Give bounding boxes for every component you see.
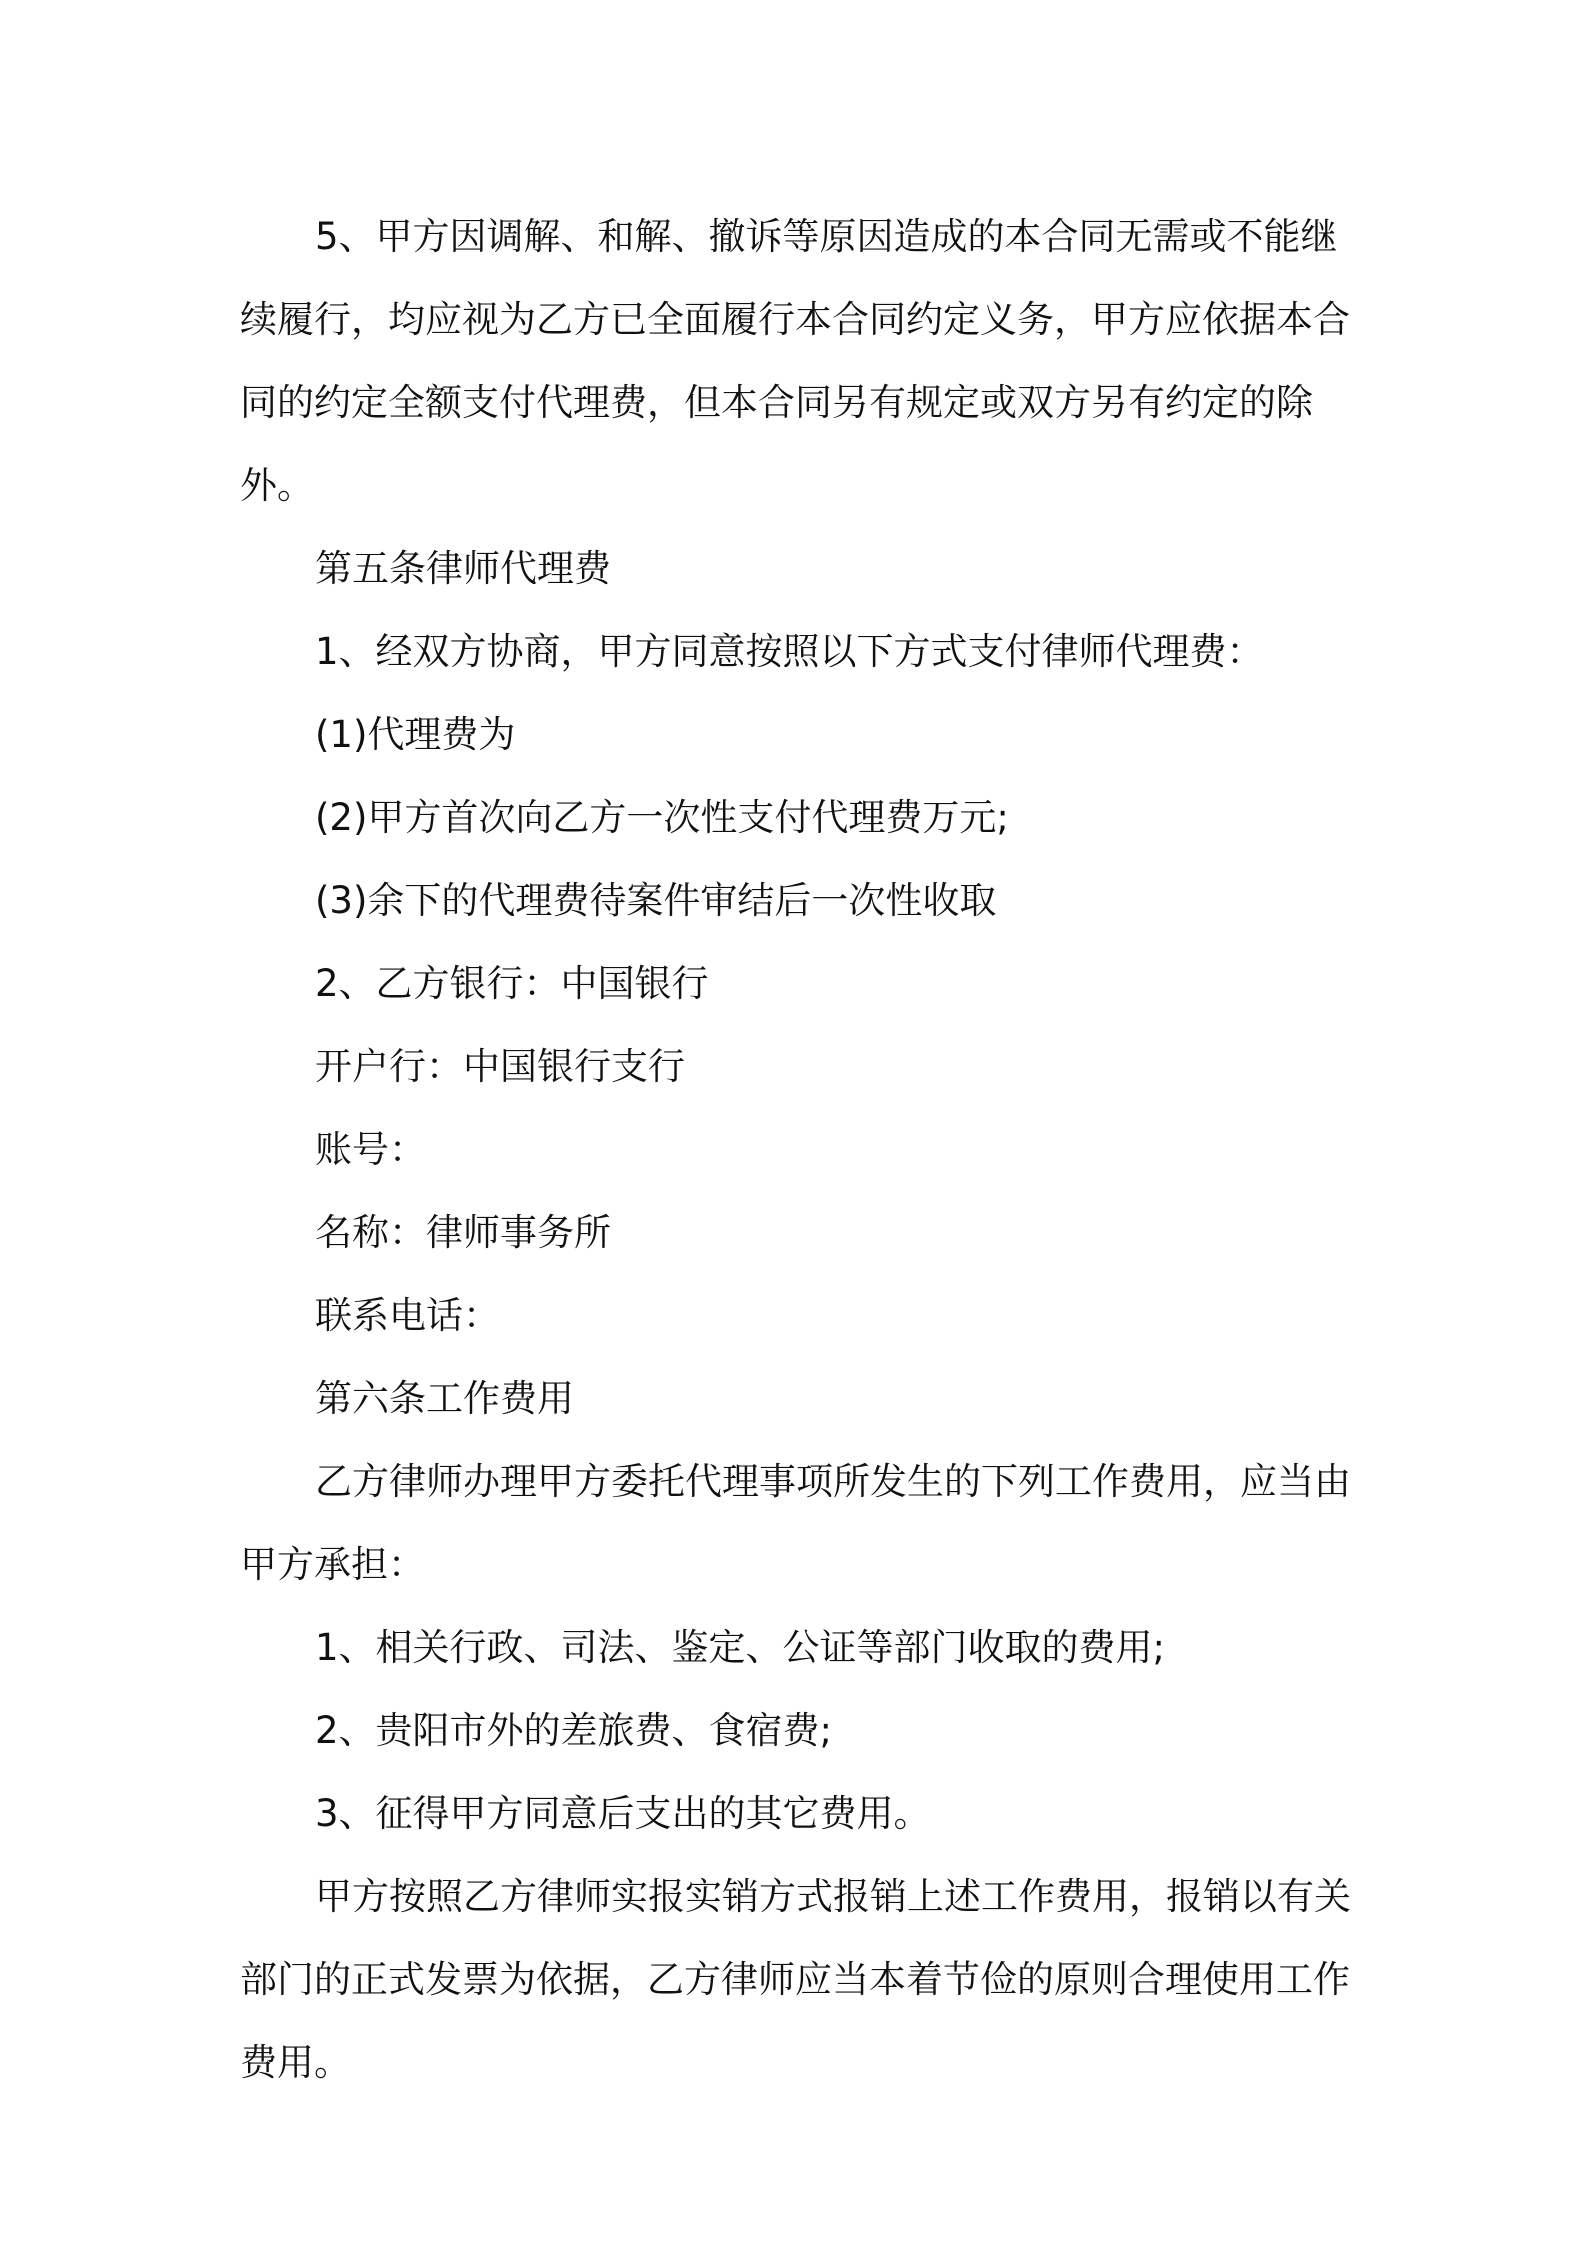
clause-5-termination-paragraph: 5、甲方因调解、和解、撤诉等原因造成的本合同无需或不能继续履行，均应视为乙方已全面履行本合同约定义务，甲方应依据本合同的约定全额支付代理费，但本合同另有规定或双方另有约定的除外。 — [240, 215, 1350, 507]
account-number-line: 账号： — [315, 1128, 426, 1171]
contact-phone-line: 联系电话： — [315, 1294, 500, 1337]
expense-item-3: 3、征得甲方同意后支出的其它费用。 — [315, 1792, 931, 1835]
fee-subitem-2: (2)甲方首次向乙方一次性支付代理费万元; — [315, 796, 1009, 839]
article-5-heading: 第五条律师代理费 — [315, 547, 611, 590]
bank-line: 2、乙方银行：中国银行 — [315, 962, 709, 1005]
fee-item-1-paragraph: 1、经双方协商，甲方同意按照以下方式支付律师代理费： — [315, 630, 1264, 673]
expense-item-1: 1、相关行政、司法、鉴定、公证等部门收取的费用; — [315, 1626, 1166, 1669]
fee-subitem-3: (3)余下的代理费待案件审结后一次性收取 — [315, 879, 997, 922]
account-name-line: 名称：律师事务所 — [315, 1211, 611, 1254]
fee-subitem-1: (1)代理费为 — [315, 713, 516, 756]
reimbursement-paragraph: 甲方按照乙方律师实报实销方式报销上述工作费用，报销以有关部门的正式发票为依据，乙方律师应当本着节俭的原则合理使用工作费用。 — [240, 1875, 1351, 2084]
expense-item-2: 2、贵阳市外的差旅费、食宿费; — [315, 1709, 833, 1752]
work-expenses-intro-paragraph: 乙方律师办理甲方委托代理事项所发生的下列工作费用，应当由甲方承担： — [240, 1460, 1351, 1586]
contract-body — [240, 195, 1352, 2104]
article-6-heading: 第六条工作费用 — [315, 1377, 574, 1420]
branch-line: 开户行：中国银行支行 — [315, 1045, 685, 1088]
